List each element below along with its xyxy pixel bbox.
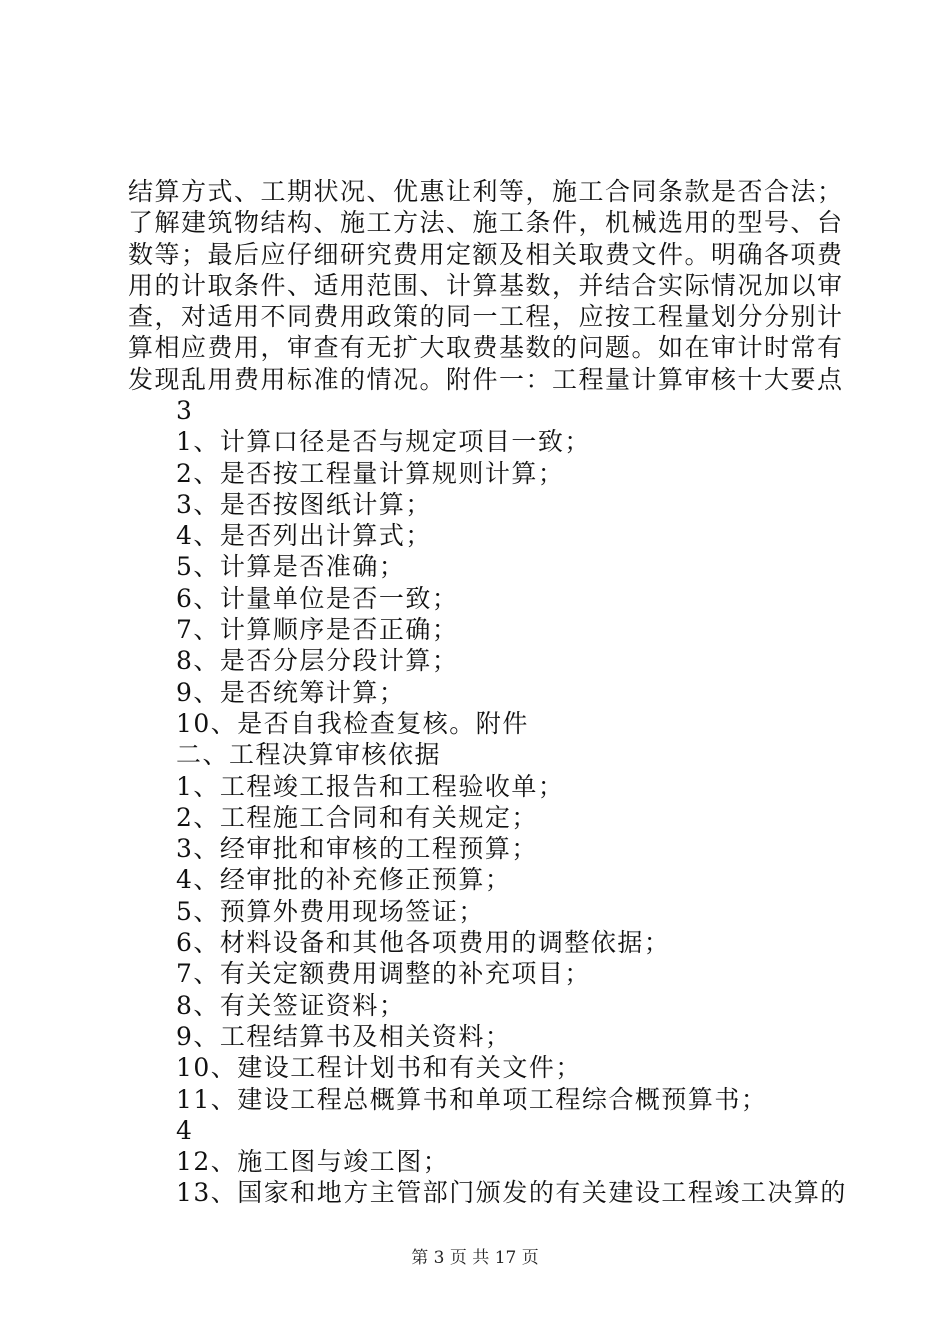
- list-item: 8、有关签证资料；: [176, 990, 406, 1020]
- list-item: 4: [176, 1115, 194, 1145]
- list-item: 1、计算口径是否与规定项目一致；: [176, 427, 591, 457]
- list-item: 3、经审批和审核的工程预算；: [176, 834, 538, 864]
- list-item: 二、工程决算审核依据: [176, 740, 442, 770]
- paragraph-line: 结算方式、工期状况、优惠让利等，施工合同条款是否合法；: [128, 177, 844, 206]
- list-item: 10、建设工程计划书和有关文件；: [176, 1053, 582, 1083]
- list-item: 10、是否自我检查复核。附件: [176, 708, 529, 738]
- list-item: 3、是否按图纸计算；: [176, 489, 432, 519]
- list-item: 4、是否列出计算式；: [176, 521, 432, 551]
- paragraph-line: 发现乱用费用标准的情况。附件一：工程量计算审核十大要点: [128, 364, 844, 394]
- paragraph-line: 数等；最后应仔细研究费用定额及相关取费文件。明确各项费: [128, 239, 844, 269]
- list-item: 3: [176, 396, 194, 425]
- list-item: 2、工程施工合同和有关规定；: [176, 802, 538, 832]
- list-item: 4、经审批的补充修正预算；: [176, 865, 512, 895]
- list-item: 9、工程结算书及相关资料；: [176, 1021, 512, 1051]
- paragraph-line: 查，对适用不同费用政策的同一工程，应按工程量划分分别计: [128, 302, 844, 332]
- paragraph-line: 算相应费用，审查有无扩大取费基数的问题。如在审计时常有: [128, 333, 844, 363]
- list-item: 12、施工图与竣工图；: [176, 1147, 450, 1177]
- paragraph-line: 用的计取条件、适用范围、计算基数，并结合实际情况加以审: [128, 270, 844, 300]
- body-paragraph: [128, 176, 844, 395]
- list-item: 7、计算顺序是否正确；: [176, 615, 459, 645]
- list-item: 9、是否统筹计算；: [176, 677, 406, 707]
- list-item: 5、预算外费用现场签证；: [176, 896, 485, 926]
- list-item: 8、是否分层分段计算；: [176, 646, 459, 676]
- list-item: 13、国家和地方主管部门颁发的有关建设工程竣工决算的: [176, 1178, 847, 1208]
- list-item: 1、工程竣工报告和工程验收单；: [176, 771, 565, 801]
- indented-list: [176, 395, 856, 1209]
- page-footer: 第 3 页 共 17 页: [411, 1248, 539, 1268]
- paragraph-line: 了解建筑物结构、施工方法、施工条件，机械选用的型号、台: [128, 208, 844, 238]
- list-item: 7、有关定额费用调整的补充项目；: [176, 959, 591, 989]
- list-item: 11、建设工程总概算书和单项工程综合概预算书；: [176, 1084, 768, 1114]
- list-item: 2、是否按工程量计算规则计算；: [176, 458, 565, 488]
- list-item: 5、计算是否准确；: [176, 552, 406, 582]
- list-item: 6、计量单位是否一致；: [176, 583, 459, 613]
- list-item: 6、材料设备和其他各项费用的调整依据；: [176, 928, 671, 958]
